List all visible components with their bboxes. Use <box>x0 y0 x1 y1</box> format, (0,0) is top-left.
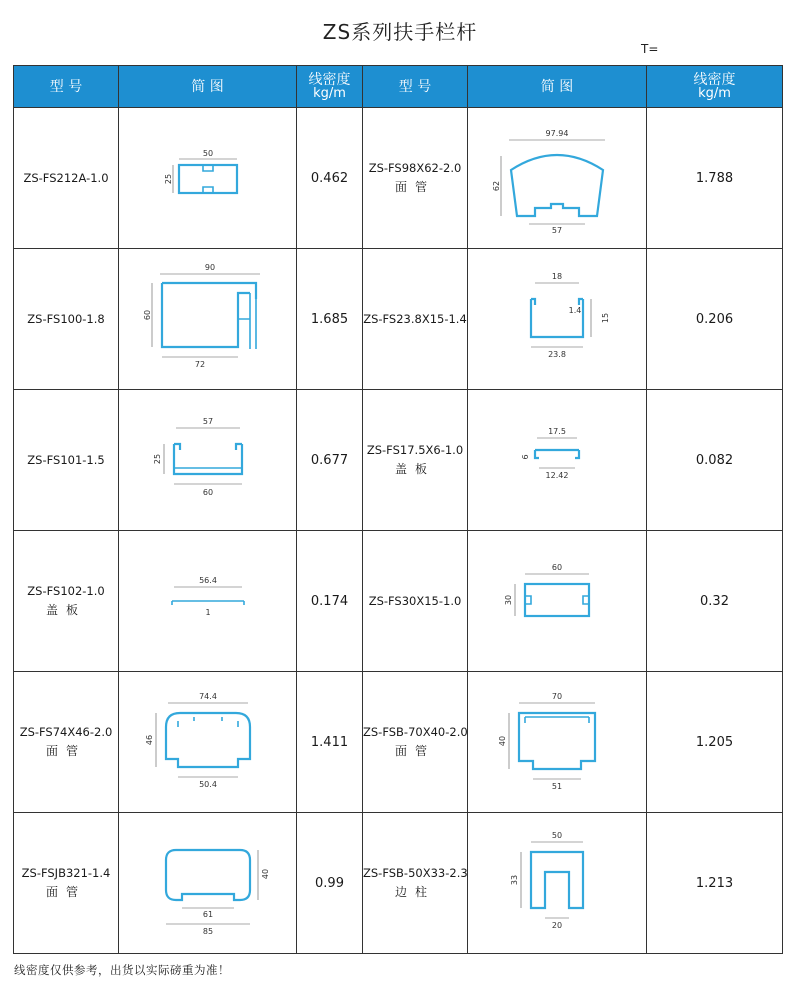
profile-drawing-svg <box>487 828 627 938</box>
header-density-unit: kg/m <box>313 85 346 101</box>
model-cell <box>14 813 119 954</box>
model-code: ZS-FS74X46-2.0 <box>19 725 113 739</box>
model-type: 盖板 <box>394 462 435 476</box>
header-model-left: 型 号 <box>14 66 119 108</box>
header-drawing-right: 简 图 <box>468 66 647 108</box>
model-code: ZS-FSJB321-1.4 <box>21 866 111 880</box>
profile-drawing-svg <box>138 571 278 631</box>
footer-note: 线密度仅供参考，出货以实际磅重为准！ <box>14 963 230 977</box>
model-type: 面管 <box>45 885 86 899</box>
dim-label: 40 <box>498 735 507 747</box>
model-cell <box>14 531 119 672</box>
profile-drawing-svg <box>138 687 278 797</box>
model-cell <box>14 390 119 531</box>
model-code: ZS-FS100-1.8 <box>27 311 105 326</box>
model-code: ZS-FS98X62-2.0 <box>368 161 462 175</box>
model-code: ZS-FS23.8X15-1.4 <box>363 311 467 326</box>
model-cell <box>363 390 468 531</box>
density-cell: 0.174 <box>297 531 363 672</box>
table-header-row <box>14 66 783 108</box>
model-code: ZS-FS17.5X6-1.0 <box>366 443 464 457</box>
profile-drawing-svg <box>487 118 627 238</box>
header-drawing-left: 简 图 <box>119 66 297 108</box>
t-label: T= <box>641 42 659 56</box>
density-cell: 1.788 <box>647 108 783 249</box>
model-cell <box>363 249 468 390</box>
dim-label: 57 <box>551 226 563 235</box>
profile-drawing-svg <box>138 410 278 510</box>
profile-drawing <box>468 813 647 954</box>
model-type: 面管 <box>394 180 435 194</box>
model-code: ZS-FS212A-1.0 <box>23 170 109 185</box>
density-cell: 1.213 <box>647 813 783 954</box>
profile-drawing <box>468 672 647 813</box>
model-cell <box>363 531 468 672</box>
dim-label: 56.4 <box>198 576 217 585</box>
model-type: 边柱 <box>394 885 435 899</box>
model-code: ZS-FS102-1.0 <box>27 584 105 598</box>
dim-label: 1.4 <box>568 306 582 315</box>
profile-drawing-svg <box>487 420 627 500</box>
density-cell: 0.677 <box>297 390 363 531</box>
dim-label: 25 <box>152 453 162 465</box>
model-cell <box>14 249 119 390</box>
page-title: ZS系列扶手栏杆 <box>322 20 478 44</box>
dim-label: 50.4 <box>198 780 217 789</box>
model-type: 面管 <box>394 744 435 758</box>
density-cell: 0.99 <box>297 813 363 954</box>
dim-label: 60 <box>202 488 213 497</box>
model-type: 面管 <box>45 744 86 758</box>
profile-drawing-svg <box>138 828 278 938</box>
dim-label: 20 <box>551 921 563 930</box>
table-row <box>14 390 783 531</box>
model-cell <box>363 813 468 954</box>
profile-drawing <box>468 108 647 249</box>
dim-label: 50 <box>202 149 213 158</box>
profile-drawing <box>119 108 297 249</box>
dim-label: 60 <box>142 309 152 321</box>
header-density-left <box>297 66 363 108</box>
profile-drawing-svg <box>138 259 278 379</box>
dim-label: 90 <box>204 263 215 272</box>
header-density-unit: kg/m <box>698 85 731 101</box>
dim-label: 40 <box>260 868 270 880</box>
table-row <box>14 813 783 954</box>
density-cell: 1.411 <box>297 672 363 813</box>
dim-label: 97.94 <box>545 129 569 138</box>
model-cell <box>14 672 119 813</box>
profile-drawing-svg <box>487 556 627 646</box>
dim-label: 50 <box>551 831 563 840</box>
profile-drawing <box>119 672 297 813</box>
model-cell <box>363 672 468 813</box>
density-cell: 0.462 <box>297 108 363 249</box>
density-cell: 0.32 <box>647 531 783 672</box>
dim-label: 1 <box>204 608 211 617</box>
dim-label: 30 <box>504 594 513 606</box>
dim-label: 62 <box>492 180 501 192</box>
profile-drawing <box>468 531 647 672</box>
profile-drawing <box>119 390 297 531</box>
dim-label: 70 <box>551 692 563 701</box>
header-density-right <box>647 66 783 108</box>
dim-label: 15 <box>601 312 610 324</box>
profile-drawing <box>119 531 297 672</box>
table-row <box>14 108 783 249</box>
header-density-label: 线密度 <box>693 71 736 88</box>
profile-catalog-table <box>13 65 783 954</box>
dim-label: 6 <box>521 454 530 460</box>
dim-label: 33 <box>510 874 519 886</box>
dim-label: 23.8 <box>548 350 566 359</box>
table-row <box>14 249 783 390</box>
density-cell: 0.082 <box>647 390 783 531</box>
profile-drawing <box>119 813 297 954</box>
header-model-right: 型 号 <box>363 66 468 108</box>
table-row <box>14 531 783 672</box>
dim-label: 46 <box>144 734 154 746</box>
dim-label: 18 <box>551 272 563 281</box>
dim-label: 85 <box>202 927 213 936</box>
profile-drawing-svg <box>487 687 627 797</box>
model-code: ZS-FS101-1.5 <box>27 452 105 467</box>
profile-drawing <box>468 390 647 531</box>
dim-label: 25 <box>163 173 173 185</box>
model-code: ZS-FS30X15-1.0 <box>368 593 462 608</box>
dim-label: 51 <box>551 782 563 791</box>
profile-drawing <box>119 249 297 390</box>
model-cell <box>363 108 468 249</box>
header-density-label: 线密度 <box>308 71 351 88</box>
profile-drawing-svg <box>487 269 627 369</box>
profile-drawing <box>468 249 647 390</box>
model-type: 盖板 <box>45 603 86 617</box>
dim-label: 72 <box>194 360 205 369</box>
density-cell: 0.206 <box>647 249 783 390</box>
model-cell <box>14 108 119 249</box>
dim-label: 17.5 <box>548 427 566 436</box>
model-code: ZS-FSB-50X33-2.3 <box>363 866 468 880</box>
table-row <box>14 672 783 813</box>
density-cell: 1.205 <box>647 672 783 813</box>
dim-label: 60 <box>551 563 563 572</box>
dim-label: 74.4 <box>198 692 217 701</box>
dim-label: 12.42 <box>545 471 569 480</box>
density-cell: 1.685 <box>297 249 363 390</box>
profile-drawing-svg <box>148 143 268 213</box>
dim-label: 61 <box>202 910 213 919</box>
model-code: ZS-FSB-70X40-2.0 <box>363 725 468 739</box>
dim-label: 57 <box>202 417 213 426</box>
